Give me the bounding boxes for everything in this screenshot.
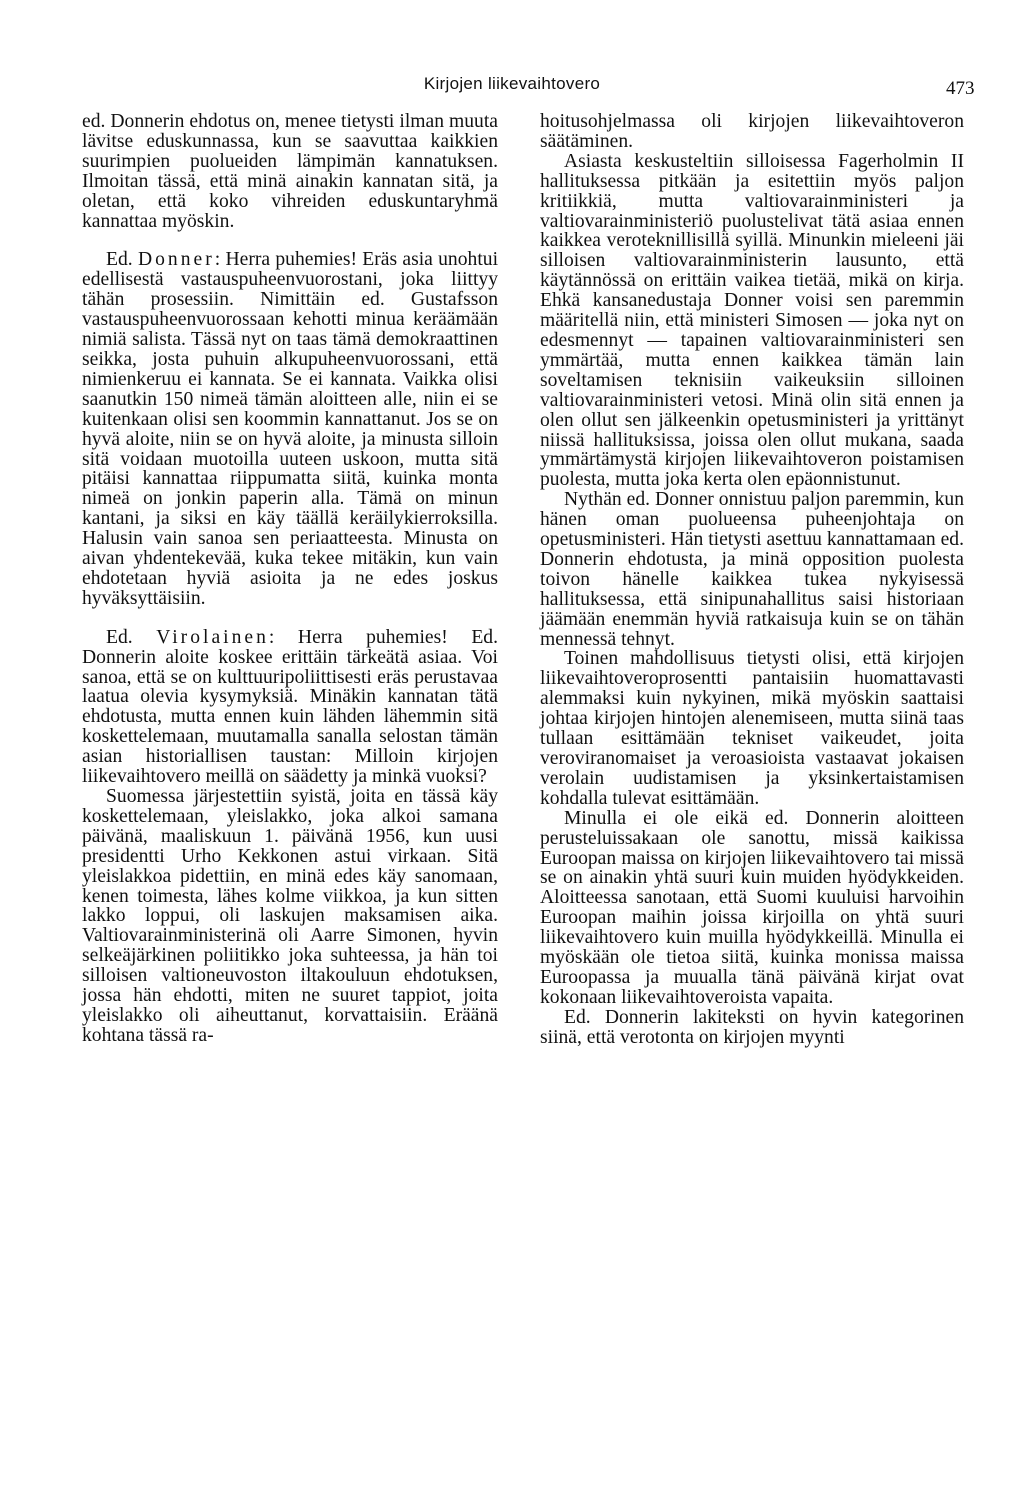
- speech-paragraph-donner: [82, 250, 498, 608]
- paragraph: Asiasta keskusteltiin silloisessa Fagerholmin II hallituksessa pitkään ja esitettiin myös paljon kritiikkiä, mutta valtiovarainministeri ja valtiovarainministeriö puolustelivat tätä asiaa ennen kaikkea veroteknillisillä syillä. Minunkin mieleeni jäi silloisen valtiovarainministerin lausunto, että käytännössä on erittäin vaikea tietää, mikä on kirja. Ehkä kansanedustaja Donner voisi sen paremmin määritellä niin, että ministeri Simosen — joka nyt on edesmennyt — tapainen valtiovarainministeri sen ymmärtää, mutta ennen kaikkea tämän lain soveltamisen teknisiin vaikeuksiin silloinen valtiovarainministeri vetosi. Minä olin sitä ennen ja olen ollut sen jälkeenkin opetusministeri ja yrittänyt niissä hallituksissa, joissa olen ollut mukana, saada ymmärtämystä kirjojen liikevaihtoveron poistamisen puolesta, mutta joka kerta olen epäonnistunut.: [540, 150, 964, 491]
- speech-text: : Herra puhemies! Eräs asia unohtui edellisestä vastauspuheenvuorostani, joka liittyy tähän prosessiin. Nimittäin ed. Gustafsson vastauspuheenvuorossaan kehotti minua keräämään nimiä salista. Tässä nyt on taas tämä demokraattinen seikka, josta puhuin alkupuheenvuorossani, että nimienkeruu ei kannata. Se ei kannata. Vaikka olisi saanutkin 150 nimeä tämän aloitteen alle, niin ei se kuitenkaan olisi sen koommin kannattanut. Jos se on hyvä aloite, niin se on hyvä aloite, ja minusta silloin sitä voidaan muotoilla uuteen uskoon, mutta sitä pitäisi kannattaa riippumatta siitä, kuinka monta nimeä on jonkin paperin alla. Tämä on minun kantani, ja siksi en käy täällä keräilykierroksilla. Halusin vain sanoa sen periaatteesta. Minusta on aivan yhdentekevää, kuka tekee mitäkin, kun vain ehdotetaan hyviä asioita ja ne edes joskus hyväksyttäisiin.: [82, 249, 499, 609]
- paragraph: hoitusohjelmassa oli kirjojen liikevaihtoveron säätäminen.: [540, 111, 964, 152]
- page-number: 473: [946, 78, 975, 99]
- speaker-name: Virolainen: [156, 626, 269, 648]
- paragraph: ed. Donnerin ehdotus on, menee tietysti ilman muuta lävitse eduskunnassa, kun se saavuttaa kaikkien suurimpien puolueiden lämpimän kannatuksen. Ilmoitan tässä, että minä ainakin kannatan sitä, ja oletan, että koko vihreiden eduskuntaryhmä kannattaa myöskin.: [82, 111, 498, 232]
- paragraph: Minulla ei ole eikä ed. Donnerin aloitteen perusteluissakaan ole sanottu, missä kaikissa Euroopan maissa on kirjojen liikevaihtovero tai missä se on ainakin yhtä suuri kuin muiden hyödykkeiden. Aloitteessa sanotaan, että Suomi kuuluisi harvoihin Euroopan maihin joissa kirjoilla on yhtä suuri liikevaihtovero kuin muilla hyödykkeillä. Minulla ei myöskään ole tietoa siitä, kuinka monissa maissa Euroopassa ja muualla tänä päivänä kirjat ovat kokonaan liikevaihtoveroista vapaita.: [540, 807, 964, 1008]
- speaker-prefix: Ed.: [106, 249, 138, 271]
- paragraph: Ed. Donnerin lakiteksti on hyvin kategorinen siinä, että verotonta on kirjojen myynti: [540, 1006, 964, 1048]
- paragraph: Nythän ed. Donner onnistuu paljon paremmin, kun hänen oman puolueensa puheenjohtaja on opetusministeri. Hän tietysti asettuu kannattamaan ed. Donnerin ehdotusta, ja minä opposition puolesta toivon hänelle kaikkea tukea nykyisessä hallituksessa, että sinipunahallitus saisi historiaan jäämään enemmän hyviä ratkaisuja kuin se on tähän mennessä tehnyt.: [540, 489, 964, 650]
- right-text-column: [540, 112, 964, 1048]
- speech-paragraph-virolainen: [82, 628, 498, 787]
- speaker-name: Donner: [137, 249, 215, 271]
- left-text-column: [82, 112, 498, 1046]
- running-header-title: Kirjojen liikevaihtovero: [423, 74, 601, 93]
- paragraph: Suomessa järjestettiin syistä, joita en tässä käy koskettelemaan, yleislakko, joka alkoi samana päivänä, maaliskuun 1. päivänä 1956, kun uusi presidentti Urho Kekkonen astui virkaan. Sitä yleislakkoa pidettiin, en minä edes käy sanomaan, kenen toimesta, lähes kolme viikkoa, ja kun sitten lakko loppui, oli laskujen maksamisen aika. Valtiovarainministerinä oli Aarre Simonen, hyvin selkeäjärkinen poliitikko joka suhteessa, ja hän toi silloisen valtioneuvoston iltakouluun ehdotuksen, jossa hän ehdotti, miten ne suuret tappiot, joita yleislakko oli aiheuttanut, korvattaisiin. Eräänä kohtana tässä ra-: [82, 786, 498, 1046]
- speech-text: : Herra puhemies! Ed. Donnerin aloite koskee erittäin tärkeätä asiaa. Voi sanoa, että se on kulttuuripoliittisesti eräs perustavaa laatua olevia kysymyksiä. Minäkin kannatan tätä ehdotusta, mutta ennen kuin lähden lähemmin sitä koskettelemaan, muutamalla sanalla selostan tämän asian historiallisen taustan: Milloin kirjojen liikevaihtovero meillä on säädetty ja minkä vuoksi?: [82, 626, 499, 788]
- paragraph: Toinen mahdollisuus tietysti olisi, että kirjojen liikevaihtoveroprosentti pantaisiin huomattavasti alemmaksi kuin nykyinen, mikä myöskin saattaisi johtaa kirjojen hintojen alenemiseen, mutta siinä taas tullaan esittämään tekniset vaikeudet, joita veroviranomaiset ja veroasioista vastaavat jokaisen verolain uudistamisen ja yksinkertaistamisen kohdalla tulevat esittämään.: [540, 648, 964, 809]
- speaker-prefix: Ed.: [106, 626, 157, 648]
